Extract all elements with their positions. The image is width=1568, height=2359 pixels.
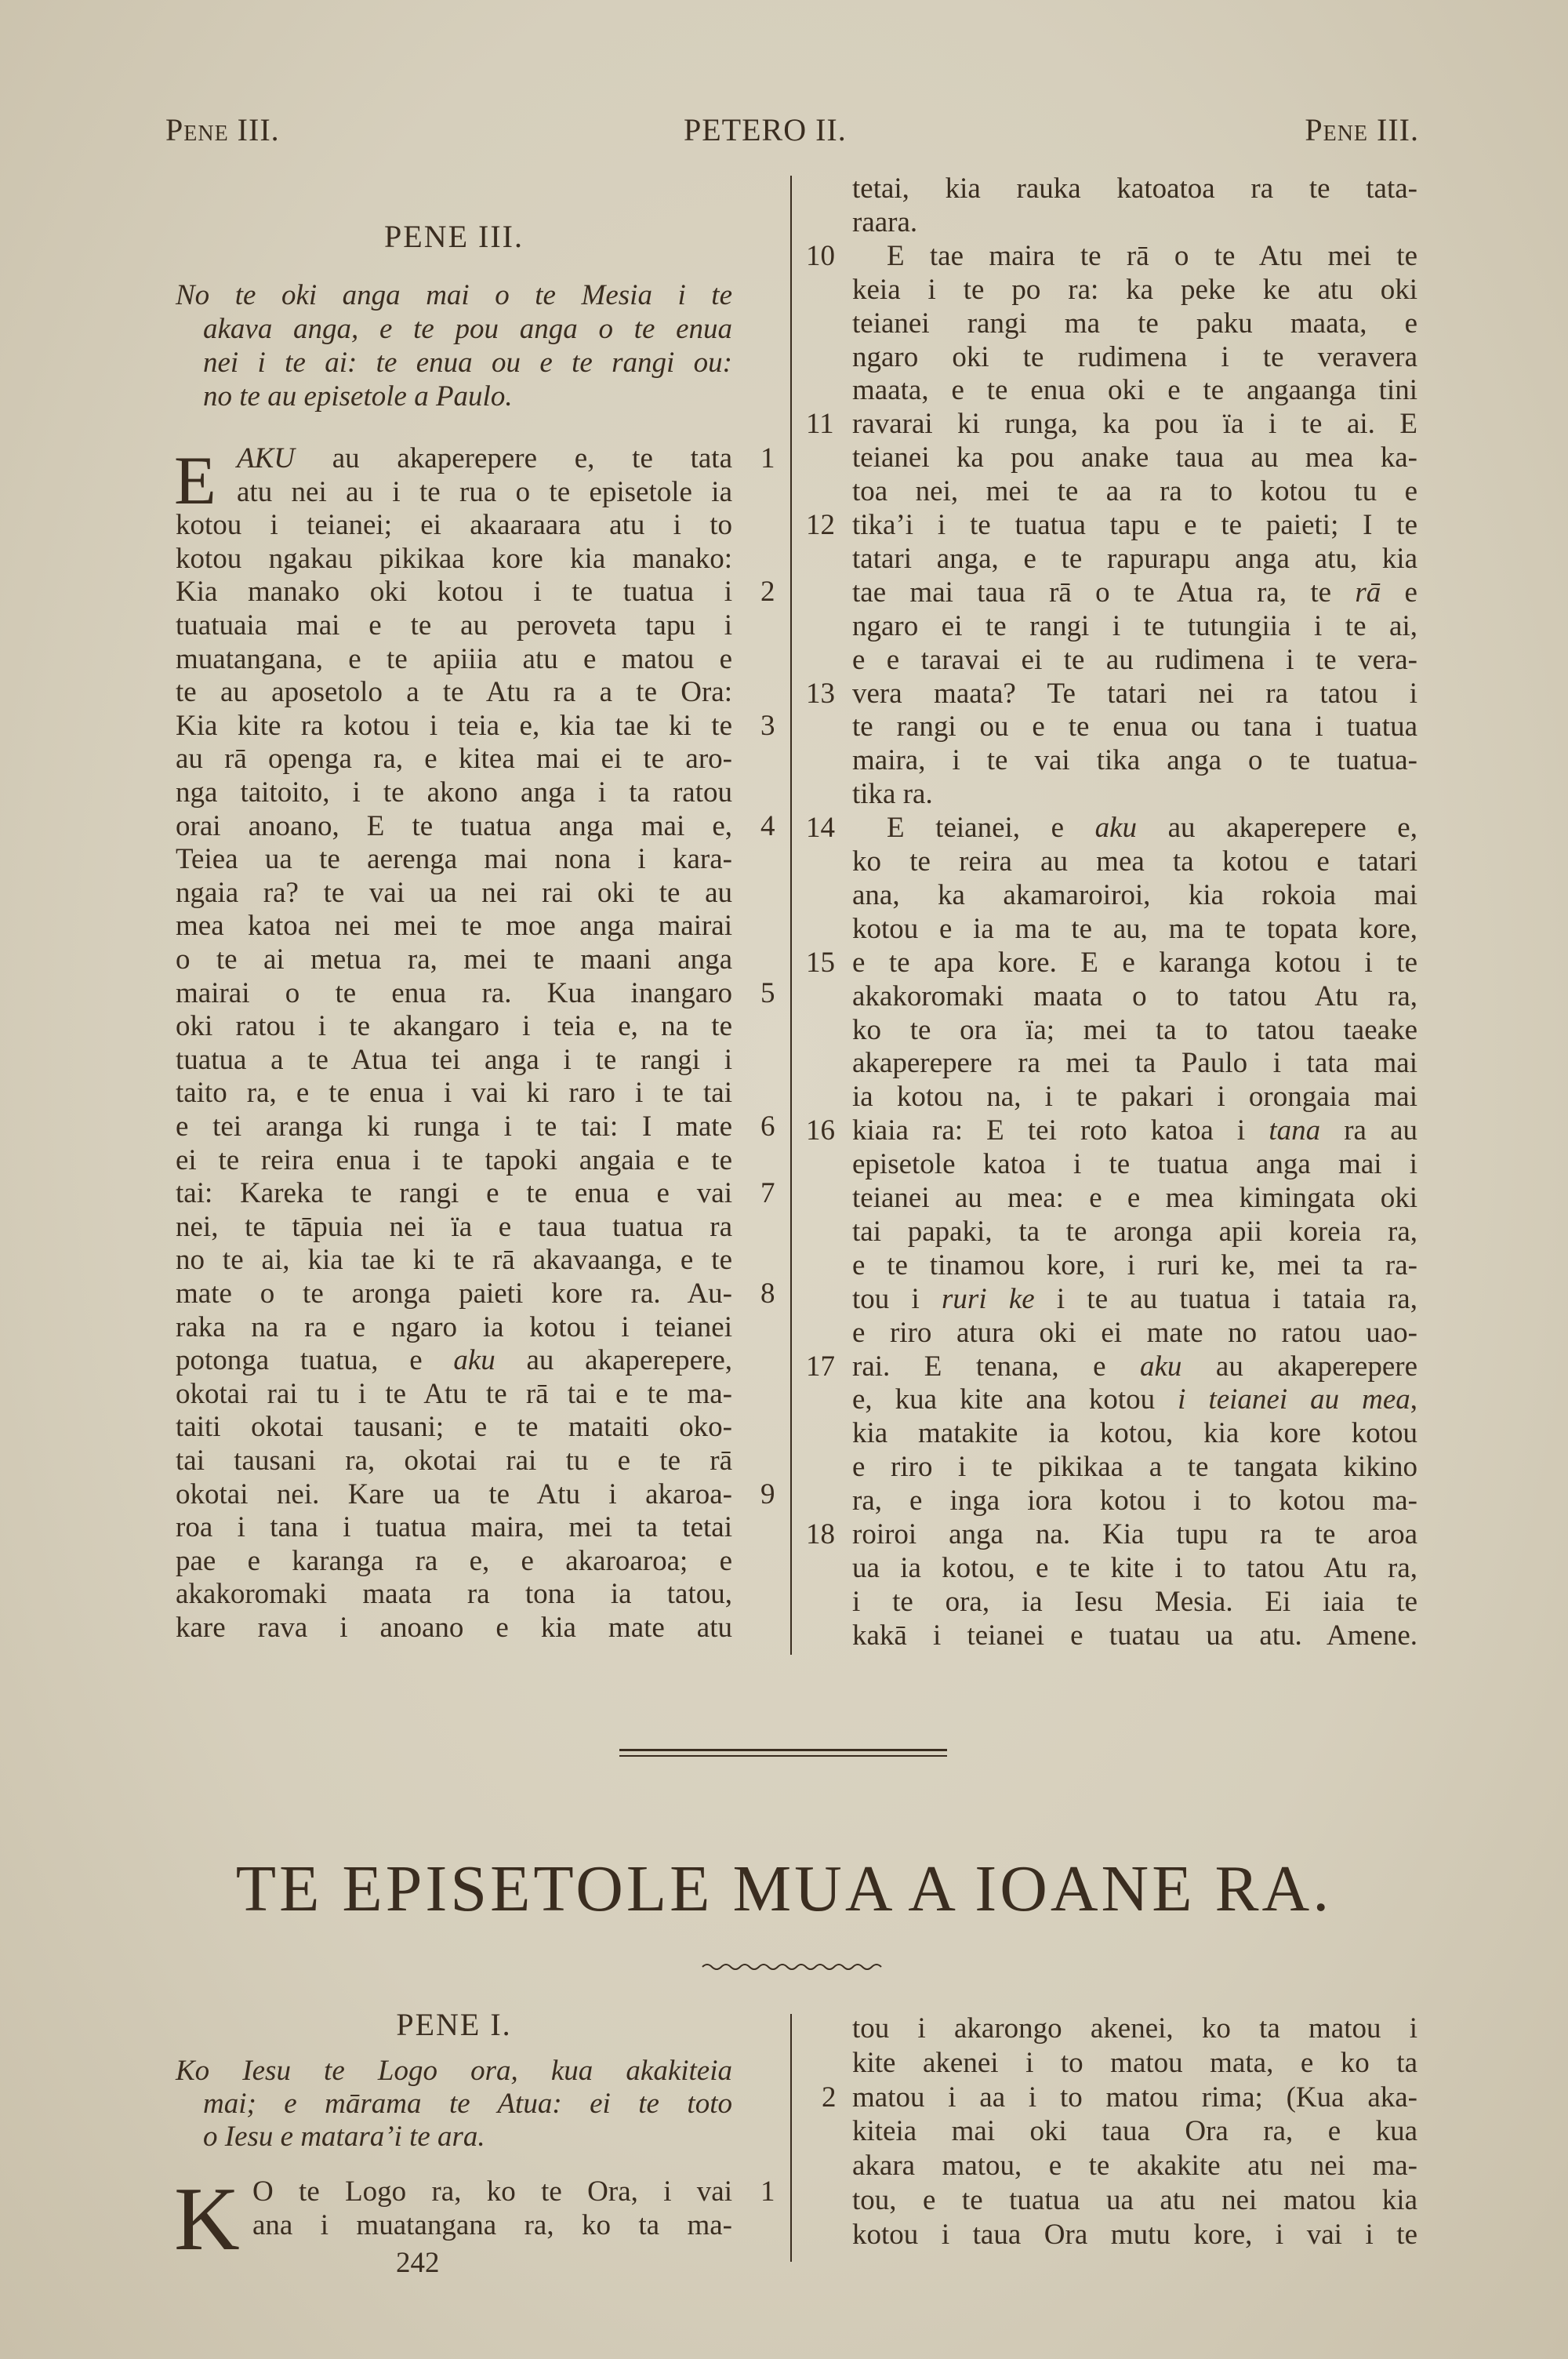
- text-run: raara.: [852, 205, 918, 238]
- text-line: [852, 1216, 1417, 1249]
- text-line: [852, 173, 1417, 205]
- text-line: [176, 576, 732, 609]
- drop-cap: E: [174, 443, 216, 519]
- text-line: [176, 710, 732, 743]
- text-line: [176, 609, 732, 642]
- verse-number: 11: [806, 408, 834, 441]
- text-run: au rā openga ra, e kitea mai ei te aro-: [176, 743, 732, 776]
- text-line: [852, 879, 1417, 912]
- text-run: ei te reira enua i te tapoki angaia e te: [176, 1143, 732, 1176]
- italic-text: AKU: [237, 442, 295, 474]
- text-run: ravarai ki runga, ka pou ïa i te ai. E: [852, 408, 1417, 441]
- text-run: ngaro ei te rangi i te tutungiia i te ai,: [852, 609, 1417, 642]
- text-line: [852, 1014, 1417, 1047]
- text-line: [852, 1317, 1417, 1350]
- text-run: ia kotou na, i te pakari i orongaia mai: [852, 1081, 1417, 1114]
- text-line: [852, 2219, 1417, 2252]
- text-run: no te ai, kia tae ki te rā akavaanga, e te: [176, 1244, 732, 1277]
- text-line: [176, 1411, 732, 1444]
- text-run: keia i te po ra: ka peke ke atu oki: [852, 273, 1417, 306]
- text-run: au akaperepere e,: [1137, 812, 1417, 845]
- text-run: ,: [1410, 1383, 1418, 1416]
- text-run: oki ratou i te akangaro i teia e, na te: [176, 1010, 732, 1043]
- text-line: [852, 1518, 1417, 1551]
- page-number: 242: [396, 2247, 440, 2279]
- verse-number: 7: [760, 1177, 775, 1210]
- verse-number: 14: [806, 812, 835, 845]
- text-run: atu nei au i te rua o te episetole ia: [237, 475, 732, 508]
- text-run: mairai o te enua ra. Kua inangaro: [176, 976, 732, 1009]
- text-run: ko te ora ïa; mei ta to tatou taeake: [852, 1013, 1417, 1046]
- text-line: [176, 1445, 732, 1478]
- verse-number: 10: [806, 239, 835, 272]
- text-line: [176, 643, 732, 676]
- text-line: [176, 1144, 732, 1177]
- text-run: ngaro oki te rudimena i te veravera: [852, 340, 1417, 373]
- text-line: [852, 341, 1417, 374]
- text-run: roa i tana i tuatua maira, mei ta tetai: [176, 1511, 732, 1544]
- chapter-heading-1: PENE I.: [396, 2007, 512, 2042]
- text-line: [852, 1148, 1417, 1181]
- verse-number: 13: [806, 677, 835, 710]
- summary-line: nei i te ai: te enua ou e te rangi ou:: [203, 347, 732, 379]
- verse-number: 6: [760, 1110, 775, 1143]
- text-run: maata, e te enua oki e te angaanga tini: [852, 374, 1417, 407]
- verse-number: 5: [760, 976, 775, 1009]
- verse-number: 17: [806, 1350, 835, 1383]
- text-run: tou, e te tuatua ua atu nei matou kia: [852, 2184, 1417, 2216]
- text-line: [176, 776, 732, 809]
- text-run: Kia kite ra kotou i teia e, kia tae ki te: [176, 709, 732, 742]
- text-run: akara matou, e te akakite atu nei ma-: [852, 2150, 1417, 2183]
- text-run: okotai rai tu i te Atu te rā tai e te ma-: [176, 1377, 732, 1410]
- italic-text: tana: [1269, 1114, 1321, 1147]
- text-line: [176, 1211, 732, 1244]
- text-line: [852, 2184, 1417, 2217]
- text-line: [176, 943, 732, 976]
- header-book-title: PETERO II.: [684, 112, 847, 147]
- text-line: [852, 1451, 1417, 1484]
- text-run: tika’i i te tuatua tapu e te paieti; I te: [852, 509, 1417, 541]
- text-run: vera maata? Te tatari nei ra tatou i: [852, 677, 1417, 710]
- text-run: E tae maira te rā o te Atu mei te: [887, 239, 1417, 272]
- text-line: [176, 1478, 732, 1511]
- text-run: maira, i te vai tika anga o te tuatua-: [852, 744, 1417, 777]
- text-run: toa nei, mei te aa ra to kotou tu e: [852, 475, 1417, 508]
- text-run: au akaperepere,: [495, 1344, 732, 1377]
- text-line: [852, 610, 1417, 643]
- verse-number: 18: [806, 1518, 835, 1550]
- text-line: [176, 1511, 732, 1544]
- text-run: kakā i teianei e tuatau ua atu. Amene.: [852, 1619, 1417, 1652]
- text-line: [176, 676, 732, 709]
- text-line: [852, 778, 1417, 811]
- text-line: [176, 1244, 732, 1277]
- text-run: akaperepere ra mei ta Paulo i tata mai: [852, 1047, 1417, 1080]
- text-line: [176, 1311, 732, 1344]
- verse-number: 4: [760, 809, 775, 842]
- verse-number: 12: [806, 509, 835, 541]
- text-run: ngaia ra? te vai ua nei rai oki te au: [176, 876, 732, 909]
- text-line: [852, 1619, 1417, 1652]
- verse-number: 2: [822, 2081, 837, 2114]
- text-line: [852, 1350, 1417, 1383]
- text-line: [852, 678, 1417, 711]
- text-run: e riro i te pikikaa a te tangata kikino: [852, 1451, 1417, 1484]
- text-run: pae e karanga ra e, e akaroaroa; e: [176, 1544, 732, 1577]
- text-run: tou i: [852, 1282, 942, 1315]
- text-run: au akaperepere e, te tata: [295, 442, 732, 474]
- summary-line: mai; e mārama te Atua: ei te toto: [203, 2088, 732, 2120]
- text-run: kare rava i anoano e kia mate atu: [176, 1612, 732, 1644]
- text-run: potonga tuatua, e: [176, 1344, 454, 1377]
- text-run: kiaia ra: E tei roto katoa i: [852, 1114, 1269, 1147]
- text-run: ana i muatangana ra, ko ta ma-: [252, 2209, 732, 2241]
- text-run: kite akenei i to matou mata, e ko ta: [852, 2046, 1417, 2079]
- text-line: [176, 1578, 732, 1611]
- text-line: [176, 877, 732, 910]
- text-run: kiteia mai oki taua Ora ra, e kua: [852, 2115, 1417, 2148]
- summary-line: Ko Iesu te Logo ora, kua akakiteia: [176, 2055, 732, 2087]
- chapter-heading-3: PENE III.: [384, 219, 524, 254]
- text-run: au akaperepere: [1181, 1350, 1417, 1383]
- text-run: te au aposetolo a te Atu ra a te Ora:: [176, 676, 732, 709]
- text-line: [852, 1114, 1417, 1147]
- text-run: taiti okotai tausani; e te mataiti oko-: [176, 1411, 732, 1444]
- text-run: e riro atura oki ei mate no ratou uao-: [852, 1316, 1417, 1349]
- verse-number: 1: [760, 2175, 775, 2208]
- text-line: [852, 644, 1417, 677]
- text-line: [176, 1278, 732, 1310]
- verse-number: 3: [760, 709, 775, 742]
- italic-text: aku: [1094, 812, 1138, 845]
- column-divider: [790, 176, 792, 1655]
- text-run: kotou ngakau pikikaa kore kia manako:: [176, 542, 732, 575]
- text-run: tuatuaia mai e te au peroveta tapu i: [176, 609, 732, 642]
- text-line: [176, 843, 732, 876]
- text-line: [237, 476, 732, 509]
- text-line: [852, 475, 1417, 508]
- text-run: ua ia kotou, e te kite i to tatou Atu ra,: [852, 1551, 1417, 1584]
- text-line: [176, 810, 732, 843]
- text-line: [252, 2175, 732, 2208]
- text-run: kia matakite ia kotou, kia kore kotou: [852, 1417, 1417, 1450]
- text-run: roiroi anga na. Kia tupu ra te aroa: [852, 1518, 1417, 1550]
- text-run: e te apa kore. E e karanga kotou i te: [852, 946, 1417, 979]
- text-run: nga taitoito, i te akono anga i ta ratou: [176, 776, 732, 809]
- text-line: [852, 711, 1417, 743]
- text-line: [852, 845, 1417, 878]
- text-line: [176, 1612, 732, 1645]
- summary-line: o Iesu e matara’i te ara.: [203, 2121, 485, 2153]
- text-line: [852, 1417, 1417, 1450]
- text-line: [252, 2209, 732, 2242]
- text-run: tai: Kareka te rangi e te enua e vai: [176, 1177, 732, 1210]
- text-run: Teiea ua te aerenga mai nona i kara-: [176, 843, 732, 876]
- text-line: [852, 374, 1417, 407]
- text-line: [852, 947, 1417, 980]
- verse-number: 2: [760, 576, 775, 609]
- verse-number: 16: [806, 1114, 835, 1147]
- text-run: e e taravai ei te au rudimena i te vera-: [852, 643, 1417, 676]
- text-line: [176, 1110, 732, 1143]
- text-run: ana, ka akamaroiroi, kia rokoia mai: [852, 878, 1417, 911]
- text-line: [176, 1545, 732, 1578]
- text-run: kotou e ia ma te au, ma te topata kore,: [852, 912, 1417, 945]
- text-line: [176, 1044, 732, 1077]
- text-run: teianei rangi ma te paku maata, e: [852, 307, 1417, 340]
- text-run: e: [1381, 576, 1417, 609]
- text-line: [852, 206, 1417, 239]
- book-title: TE EPISETOLE MUA A IOANE RA.: [235, 1852, 1333, 1925]
- verse-number: 1: [760, 442, 775, 474]
- text-run: tika ra.: [852, 778, 933, 811]
- text-line: [852, 2047, 1417, 2080]
- text-line: [852, 2150, 1417, 2183]
- text-run: Kia manako oki kotou i te tuatua i: [176, 576, 732, 609]
- text-line: [852, 913, 1417, 946]
- text-run: O te Logo ra, ko te Ora, i vai: [252, 2175, 732, 2208]
- summary-line: akava anga, e te pou anga o te enua: [203, 313, 732, 345]
- text-line: [852, 2115, 1417, 2148]
- text-run: orai anoano, E te tuatua anga mai e,: [176, 809, 732, 842]
- text-line: [176, 543, 732, 576]
- text-line: [852, 1047, 1417, 1080]
- wavy-ornament: [701, 1961, 887, 1973]
- text-run: rai. E tenana, e: [852, 1350, 1140, 1383]
- text-line: [887, 240, 1417, 273]
- summary-line: no te au episetole a Paulo.: [203, 380, 513, 413]
- header-right-chapter: Pene III.: [1305, 112, 1419, 147]
- text-line: [176, 743, 732, 776]
- text-line: [176, 910, 732, 943]
- text-line: [176, 977, 732, 1010]
- text-line: [852, 1586, 1417, 1619]
- text-run: te rangi ou e te enua ou tana i tuatua: [852, 711, 1417, 743]
- text-line: [852, 744, 1417, 777]
- text-run: muatangana, e te apiiia atu e matou e: [176, 642, 732, 675]
- text-run: raka na ra e ngaro ia kotou i teianei: [176, 1310, 732, 1343]
- text-run: tetai, kia rauka katoatoa ra te tata-: [852, 173, 1417, 205]
- summary-line: No te oki anga mai o te Mesia i te: [176, 279, 732, 311]
- verse-number: 15: [806, 946, 835, 979]
- text-line: [852, 442, 1417, 474]
- drop-cap-k: K: [174, 2169, 240, 2270]
- text-line: [852, 1081, 1417, 1114]
- text-run: kotou i taua Ora mutu kore, i vai i te: [852, 2218, 1417, 2251]
- text-line: [852, 576, 1417, 609]
- text-run: matou i aa i to matou rima; (Kua aka-: [852, 2081, 1417, 2114]
- text-line: [176, 1077, 732, 1110]
- text-run: okotai nei. Kare ua te Atu i akaroa-: [176, 1478, 732, 1510]
- text-line: [852, 1283, 1417, 1316]
- text-run: episetole katoa i te tuatua anga mai i: [852, 1148, 1417, 1181]
- text-line: [852, 1182, 1417, 1215]
- italic-text: i teianei au mea: [1178, 1383, 1410, 1416]
- text-line: [176, 1378, 732, 1411]
- text-line: [237, 442, 732, 475]
- italic-text: aku: [1140, 1350, 1182, 1383]
- verse-number: 8: [760, 1278, 775, 1310]
- text-run: tou i akarongo akenei, ko ta matou i: [852, 2012, 1417, 2045]
- text-run: i te au tuatua i tataia ra,: [1034, 1282, 1417, 1315]
- text-run: akakoromaki maata ra tona ia tatou,: [176, 1578, 732, 1611]
- italic-text: aku: [453, 1344, 495, 1377]
- text-run: tai papaki, ta te aronga apii koreia ra,: [852, 1215, 1417, 1248]
- text-run: ra, e inga iora kotou i to kotou ma-: [852, 1485, 1417, 1518]
- text-line: [176, 509, 732, 542]
- text-run: tatari anga, e te rapurapu anga atu, kia: [852, 542, 1417, 575]
- text-line: [887, 812, 1417, 845]
- header-left-chapter: Pene III.: [165, 112, 280, 147]
- text-line: [852, 1485, 1417, 1518]
- text-line: [852, 543, 1417, 576]
- text-line: [176, 1177, 732, 1210]
- text-line: [176, 1344, 732, 1377]
- text-run: akakoromaki maata o to tatou Atu ra,: [852, 980, 1417, 1012]
- text-run: tai tausani ra, okotai rai tu e te rā: [176, 1445, 732, 1477]
- text-run: taito ra, e te enua i vai ki raro i te tai: [176, 1077, 732, 1110]
- text-line: [852, 1383, 1417, 1416]
- text-run: e, kua kite ana kotou: [852, 1383, 1178, 1416]
- text-run: E teianei, e: [887, 812, 1095, 845]
- text-line: [176, 1010, 732, 1043]
- text-run: i te ora, ia Iesu Mesia. Ei iaia te: [852, 1585, 1417, 1618]
- text-line: [852, 2081, 1417, 2114]
- text-run: tae mai taua rā o te Atua ra, te: [852, 576, 1356, 609]
- text-run: teianei au mea: e e mea kimingata oki: [852, 1182, 1417, 1214]
- text-line: [852, 307, 1417, 340]
- text-line: [852, 509, 1417, 542]
- text-run: nei, te tāpuia nei ïa e taua tuatua ra: [176, 1210, 732, 1243]
- text-line: [852, 408, 1417, 441]
- text-run: ra au: [1320, 1114, 1417, 1147]
- text-line: [852, 1552, 1417, 1585]
- italic-text: ruri ke: [942, 1282, 1035, 1315]
- text-run: kotou i teianei; ei akaaraara atu i to: [176, 509, 732, 542]
- text-run: tuatua a te Atua tei anga i te rangi i: [176, 1043, 732, 1076]
- text-run: e te tinamou kore, i ruri ke, mei ta ra-: [852, 1249, 1417, 1281]
- italic-text: rā: [1355, 576, 1381, 609]
- text-line: [852, 980, 1417, 1013]
- column-divider-bottom: [790, 2014, 792, 2262]
- text-run: mate o te aronga paieti kore ra. Au-: [176, 1278, 732, 1310]
- verse-number: 9: [760, 1478, 775, 1510]
- text-line: [852, 2012, 1417, 2045]
- text-line: [852, 274, 1417, 307]
- text-run: ko te reira au mea ta kotou e tatari: [852, 845, 1417, 878]
- text-run: o te ai metua ra, mei te maani anga: [176, 943, 732, 976]
- text-run: e tei aranga ki runga i te tai: I mate: [176, 1110, 732, 1143]
- text-run: teianei ka pou anake taua au mea ka-: [852, 442, 1417, 474]
- text-run: mea katoa nei mei te moe anga mairai: [176, 910, 732, 943]
- text-line: [852, 1249, 1417, 1282]
